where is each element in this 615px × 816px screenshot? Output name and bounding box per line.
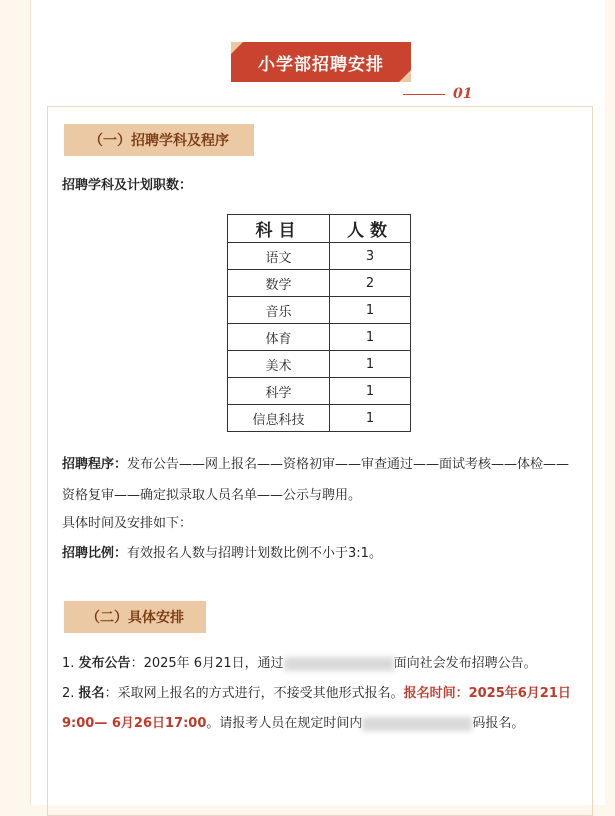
table-row bbox=[228, 405, 411, 432]
table-cell-subject: 信息科技 bbox=[228, 405, 330, 432]
arrangement-item-1 bbox=[62, 649, 582, 679]
banner-corner-decoration bbox=[399, 70, 411, 82]
page bbox=[30, 0, 605, 805]
table-header-row bbox=[228, 215, 411, 243]
content-frame bbox=[47, 106, 593, 816]
table-cell-subject: 美术 bbox=[228, 351, 330, 378]
section-number bbox=[403, 86, 472, 102]
section-tag-subjects: （一）招聘学科及程序 bbox=[64, 124, 254, 156]
table-cell-count: 1 bbox=[330, 378, 411, 405]
plan-label-text: 招聘学科及计划职数： bbox=[62, 178, 193, 193]
item2-text-c: 码报名。 bbox=[472, 716, 525, 731]
item-number: 1. bbox=[62, 656, 79, 671]
table-cell-count: 1 bbox=[330, 351, 411, 378]
table-row bbox=[228, 297, 411, 324]
table-cell-subject: 音乐 bbox=[228, 297, 330, 324]
table-cell-subject: 科学 bbox=[228, 378, 330, 405]
ratio-label: 招聘比例： bbox=[62, 546, 128, 561]
table-cell-subject: 语文 bbox=[228, 243, 330, 270]
item2-label: 报名 bbox=[78, 686, 105, 701]
table-cell-count: 1 bbox=[330, 297, 411, 324]
table-cell-count: 1 bbox=[330, 324, 411, 351]
table-cell-subject: 体育 bbox=[228, 324, 330, 351]
table-header-count: 人数 bbox=[330, 215, 411, 243]
item-number: 2. bbox=[62, 686, 79, 701]
divider-line bbox=[403, 94, 445, 95]
table-cell-count: 3 bbox=[330, 243, 411, 270]
blurred-text bbox=[362, 717, 472, 731]
item1-text-b: 面向社会发布招聘公告。 bbox=[393, 656, 537, 671]
table-row bbox=[228, 378, 411, 405]
item2-text-b: 。请报考人员在规定时间内 bbox=[206, 716, 363, 731]
table-row bbox=[228, 351, 411, 378]
table-header-subject: 科目 bbox=[228, 215, 330, 243]
schedule-intro: 具体时间及安排如下： bbox=[62, 516, 193, 531]
arrangement-item-2 bbox=[62, 679, 582, 739]
item1-text-a: ：2025年 6月21日，通过 bbox=[130, 656, 284, 671]
table-cell-count: 1 bbox=[330, 405, 411, 432]
plan-label bbox=[62, 171, 582, 201]
page-title: 小学部招聘安排 bbox=[258, 54, 384, 75]
table-row bbox=[228, 270, 411, 297]
table-row bbox=[228, 243, 411, 270]
section-number-text: 01 bbox=[453, 86, 473, 102]
procedure-paragraph bbox=[62, 449, 582, 511]
ratio-text: 有效报名人数与招聘计划数比例不小于3:1。 bbox=[127, 546, 382, 561]
procedure-text: 发布公告——网上报名——资格初审——审查通过——面试考核——体检——资格复审——确定拟录取人员名单——公示与聘用。 bbox=[62, 457, 570, 503]
table-row bbox=[228, 324, 411, 351]
table-cell-count: 2 bbox=[330, 270, 411, 297]
table-cell-subject: 数学 bbox=[228, 270, 330, 297]
title-banner bbox=[231, 42, 411, 82]
banner-corner-decoration bbox=[231, 42, 243, 54]
item2-registration-time: 报名时间：2025年6月21日9:00— 6月26日17:00 bbox=[62, 686, 571, 731]
blurred-text bbox=[284, 657, 394, 671]
item1-label: 发布公告 bbox=[78, 656, 131, 671]
ratio-paragraph bbox=[62, 539, 582, 569]
item2-text-a: ：采取网上报名的方式进行，不接受其他形式报名。 bbox=[104, 686, 404, 701]
section-tag-arrangement: （二）具体安排 bbox=[64, 601, 206, 633]
procedure-label: 招聘程序： bbox=[62, 457, 128, 472]
subjects-table bbox=[227, 214, 411, 432]
